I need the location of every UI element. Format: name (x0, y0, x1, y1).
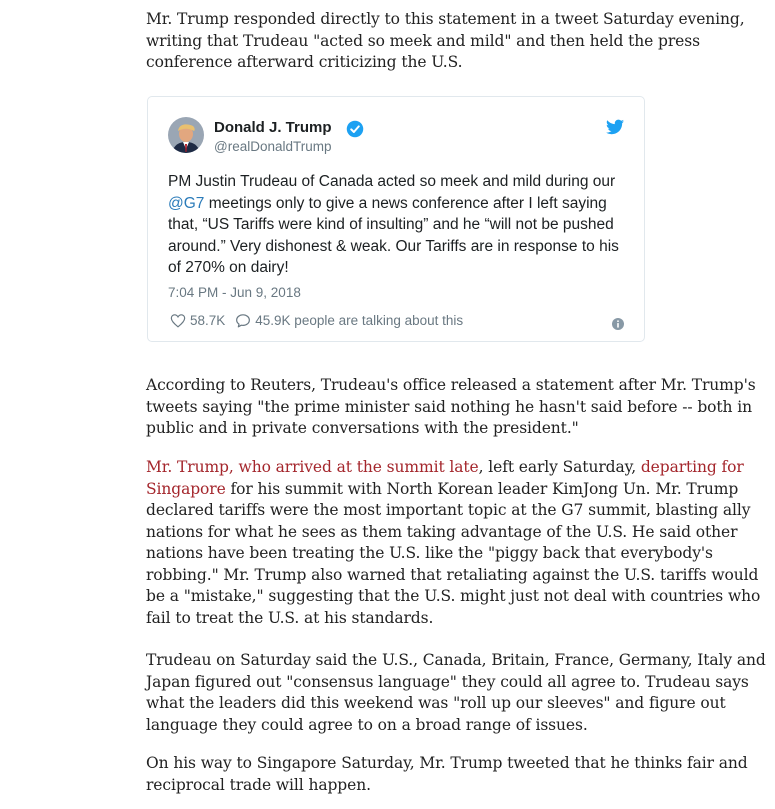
twitter-bird-icon[interactable] (606, 119, 624, 135)
tweet-text (168, 171, 630, 279)
link-arrived-late[interactable]: Mr. Trump, who arrived at the summit late (146, 458, 479, 476)
tweet-actions (170, 313, 463, 328)
paragraph-text: , left early Saturday, (478, 458, 641, 476)
paragraph-consensus: Trudeau on Saturday said the U.S., Canada, Britain, France, Germany, Italy and Japan figured out "consensus language" they could all agree to. Trudeau says what the leaders did this weekend was "roll up our sleeves" and figure out language they could agree to on a broad range of issues. (146, 651, 766, 734)
tweet-timestamp[interactable]: 7:04 PM - Jun 9, 2018 (168, 285, 301, 300)
paragraph-text: for his summit with North Korean leader KimJong Un. Mr. Trump declared tariffs were the most important topic at the G7 summit, blasting ally nations for what he sees as them taking advantage of the U.S. He said other nations have been treating the U.S. like the "piggy back that everybody's robbing." Mr. Trump also warned that retaliating against the U.S. tariffs would be a "mistake," suggesting that the U.S. might just not deal with countries who fail to treat the U.S. at his standards. (146, 479, 761, 627)
tweet-mention-link[interactable]: @G7 (168, 194, 205, 212)
link-departing-singapore[interactable]: departing for Singapore (146, 458, 744, 498)
tweet-text-part: PM Justin Trudeau of Canada acted so meek and mild during our (168, 173, 616, 190)
paragraph-reuters: According to Reuters, Trudeau's office released a statement after Mr. Trump's tweets saying "the prime minister said nothing he hasn't said before -- both in public and in private conversations with the president." (146, 376, 756, 437)
paragraph-singapore: On his way to Singapore Saturday, Mr. Trump tweeted that he thinks fair and reciprocal trade will happen. (146, 754, 748, 794)
avatar[interactable] (168, 117, 204, 153)
paragraph-intro: Mr. Trump responded directly to this statement in a tweet Saturday evening, writing that Trudeau "acted so meek and mild" and then held the press conference afterward criticizing the U.S. (146, 10, 745, 71)
verified-badge-icon (346, 120, 364, 138)
talking-link[interactable] (235, 313, 463, 328)
like-count: 58.7K (190, 313, 226, 328)
comment-bubble-icon (235, 313, 251, 328)
tweet-text-part: meetings only to give a news conference after I left saying that, “US Tariffs were kind of insulting” and he “will not be pushed around.” Very dishonest & weak. Our Tariffs are in response to his of 270% on dairy! (168, 194, 619, 276)
paragraph-summit (146, 457, 766, 629)
talking-count: 45.9K people are talking about this (255, 313, 464, 328)
tweet-author-handle[interactable]: @realDonaldTrump (214, 139, 332, 154)
tweet-author-name[interactable]: Donald J. Trump (214, 119, 332, 136)
heart-icon (170, 313, 186, 328)
embedded-tweet[interactable] (147, 96, 645, 342)
info-icon[interactable] (612, 318, 624, 330)
like-button[interactable] (170, 313, 225, 328)
